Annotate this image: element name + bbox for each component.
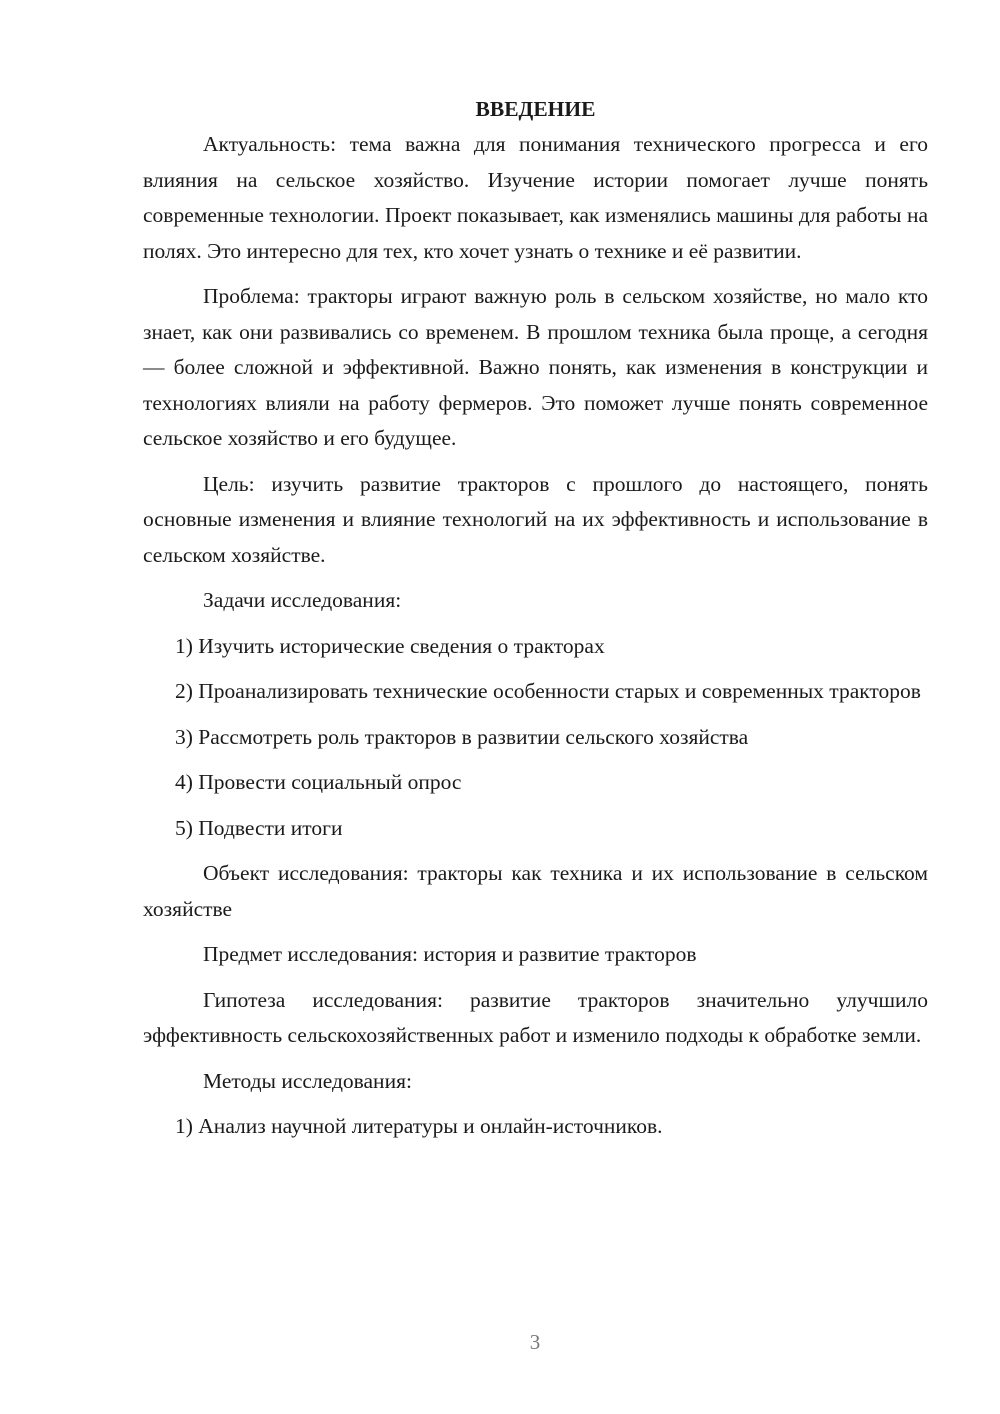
hypothesis-paragraph: Гипотеза исследования: развитие тракторов значительно улучшило эффективность сельскохозяйственных работ и изменило подходы к обработке земли.	[143, 987, 928, 1047]
task-item-3: 3) Рассмотреть роль тракторов в развитии сельского хозяйства	[175, 724, 749, 749]
task-item-2: 2) Проанализировать технические особенности старых и современных тракторов	[175, 679, 921, 703]
task-item-4: 4) Провести социальный опрос	[175, 770, 462, 794]
page-number: 3	[529, 1330, 541, 1354]
object-paragraph: Объект исследования: тракторы как техника и их использование в сельском хозяйстве	[143, 861, 928, 921]
subject-paragraph: Предмет исследования: история и развитие тракторов	[203, 942, 697, 966]
document-page	[143, 92, 928, 1155]
goal-paragraph: Цель: изучить развитие тракторов с прошлого до настоящего, понять основные изменения и влияние технологий на их эффективность и использование в сельском хозяйстве.	[143, 471, 928, 567]
tasks-heading: Задачи исследования:	[203, 588, 402, 612]
problem-paragraph: Проблема: тракторы играют важную роль в сельском хозяйстве, но мало кто знает, как они развивались со временем. В прошлом техника была проще, а сегодня — более сложной и эффективной. Важно понять, как изменения в конструкции и технологиях влияли на работу фермеров. Это поможет лучше понять современное сельское хозяйство и его будущее.	[143, 284, 928, 450]
methods-heading: Методы исследования:	[203, 1068, 412, 1093]
method-item-1: 1) Анализ научной литературы и онлайн-источников.	[175, 1114, 663, 1138]
task-item-5: 5) Подвести итоги	[175, 815, 343, 840]
section-title: ВВЕДЕНИЕ	[475, 97, 596, 121]
task-item-1: 1) Изучить исторические сведения о тракторах	[175, 633, 605, 658]
relevance-paragraph: Актуальность: тема важна для понимания технического прогресса и его влияния на сельское хозяйство. Изучение истории помогает лучше понять современные технологии. Проект показывает, как изменялись машины для работы на полях. Это интересно для тех, кто хочет узнать о технике и её развитии.	[143, 132, 928, 263]
